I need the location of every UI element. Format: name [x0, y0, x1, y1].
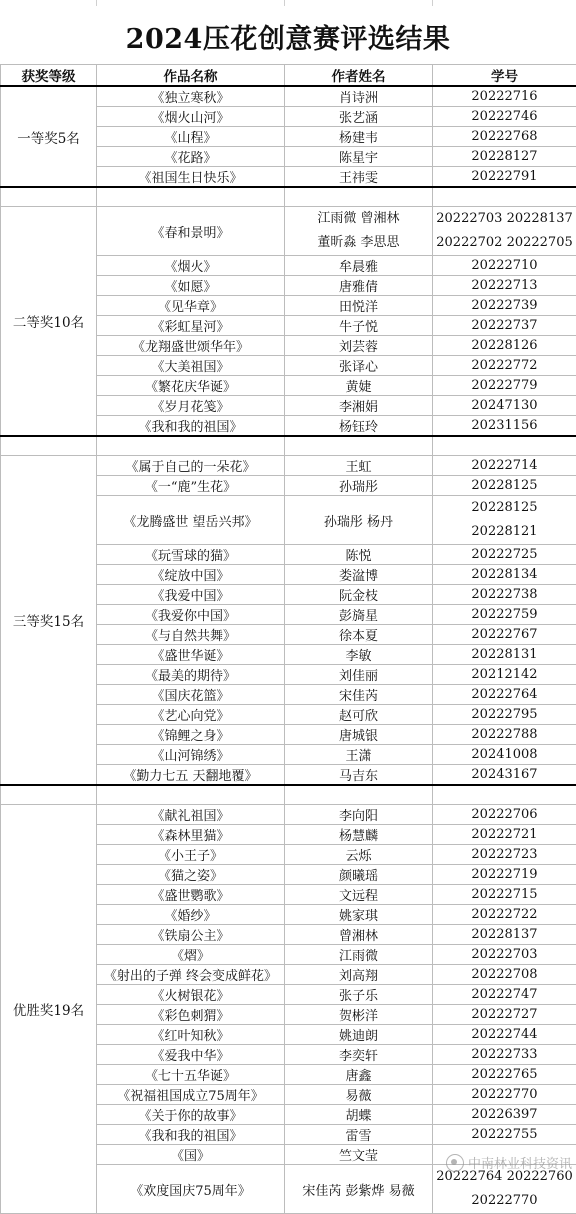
work-name-cell: 《盛世鹦歌》	[97, 885, 285, 905]
author-name-cell: 易薇	[285, 1085, 433, 1105]
work-name-cell: 《龙腾盛世 望岳兴邦》	[97, 496, 285, 545]
work-name-cell: 《爱我中华》	[97, 1045, 285, 1065]
author-name-cell: 赵可欣	[285, 705, 433, 725]
work-name-cell: 《一“鹿”生花》	[97, 476, 285, 496]
author-name-cell: 张译心	[285, 356, 433, 376]
watermark	[446, 1153, 572, 1172]
student-id-cell: 20212142	[433, 665, 576, 685]
student-id-cell: 20222772	[433, 356, 576, 376]
author-name-cell: 孙瑞彤	[285, 476, 433, 496]
author-name-cell: 贺彬洋	[285, 1005, 433, 1025]
student-id-cell: 20222764	[433, 685, 576, 705]
student-id-cell: 20222722	[433, 905, 576, 925]
author-name-cell: 马吉东	[285, 765, 433, 786]
work-name-cell: 《烟火山河》	[97, 107, 285, 127]
work-name-cell: 《彩色刺猬》	[97, 1005, 285, 1025]
author-name-cell: 刘芸蓉	[285, 336, 433, 356]
work-name-cell: 《献礼祖国》	[97, 805, 285, 825]
page-title: 2024压花创意赛评选结果	[0, 8, 576, 64]
work-name-cell: 《欢度国庆75周年》	[97, 1165, 285, 1214]
work-name-cell: 《独立寒秋》	[97, 86, 285, 107]
work-name-cell: 《最美的期待》	[97, 665, 285, 685]
student-id-cell: 20222719	[433, 865, 576, 885]
author-name-cell: 牛子悦	[285, 316, 433, 336]
author-name-cell: 王祎雯	[285, 167, 433, 188]
work-name-cell: 《花路》	[97, 147, 285, 167]
work-name-cell: 《七十五华诞》	[97, 1065, 285, 1085]
author-name-cell: 竺文莹	[285, 1145, 433, 1165]
student-id-line: 20222702 20222705	[433, 231, 576, 255]
table-body	[1, 86, 576, 1214]
student-id-cell: 20222791	[433, 167, 576, 188]
work-name-cell: 《祝福祖国成立75周年》	[97, 1085, 285, 1105]
student-id-cell: 20243167	[433, 765, 576, 786]
work-name-cell: 《火树银花》	[97, 985, 285, 1005]
author-name-cell: 曾湘林	[285, 925, 433, 945]
empty-cell	[97, 436, 285, 456]
group-spacer-row	[1, 436, 576, 456]
student-id-cell: 20222747	[433, 985, 576, 1005]
student-id-line: 20222703 20228137	[433, 207, 576, 231]
student-id-cell: 20222746	[433, 107, 576, 127]
award-level-cell: 二等奖10名	[1, 207, 97, 437]
work-name-cell: 《我和我的祖国》	[97, 1125, 285, 1145]
author-name-cell: 唐鑫	[285, 1065, 433, 1085]
work-name-cell: 《见华章》	[97, 296, 285, 316]
empty-cell	[285, 785, 433, 805]
author-name-cell: 陈悦	[285, 545, 433, 565]
work-name-cell: 《春和景明》	[97, 207, 285, 256]
header-award-level: 获奖等级	[1, 65, 97, 87]
student-id-cell: 20222710	[433, 256, 576, 276]
student-id-cell: 20222703	[433, 945, 576, 965]
author-name-cell: 徐本夏	[285, 625, 433, 645]
author-name-cell: 刘佳丽	[285, 665, 433, 685]
group-spacer-row	[1, 785, 576, 805]
work-name-cell: 《婚纱》	[97, 905, 285, 925]
student-id-cell: 20222739	[433, 296, 576, 316]
author-name-cell: 姚家琪	[285, 905, 433, 925]
work-name-cell: 《繁花庆华诞》	[97, 376, 285, 396]
author-name-cell: 杨慧麟	[285, 825, 433, 845]
empty-cell	[1, 785, 97, 805]
wechat-logo-icon	[446, 1154, 464, 1172]
student-id-cell: 20222727	[433, 1005, 576, 1025]
work-name-cell: 《国庆花篮》	[97, 685, 285, 705]
author-name-cell: 李湘娟	[285, 396, 433, 416]
work-name-cell: 《岁月花笺》	[97, 396, 285, 416]
student-id-cell: 20222723	[433, 845, 576, 865]
student-id-cell: 20222759	[433, 605, 576, 625]
work-name-cell: 《如愿》	[97, 276, 285, 296]
empty-cell	[433, 785, 576, 805]
student-id-cell: 20241008	[433, 745, 576, 765]
student-id-cell: 20222715	[433, 885, 576, 905]
empty-cell	[285, 187, 433, 207]
work-name-cell: 《我爱你中国》	[97, 605, 285, 625]
work-name-cell: 《山程》	[97, 127, 285, 147]
empty-cell	[433, 436, 576, 456]
author-name-cell: 宋佳芮	[285, 685, 433, 705]
student-id-cell: 20228126	[433, 336, 576, 356]
author-name-cell: 文远程	[285, 885, 433, 905]
work-name-cell: 《锦鲤之身》	[97, 725, 285, 745]
empty-cell	[97, 785, 285, 805]
author-name-cell: 李向阳	[285, 805, 433, 825]
spreadsheet-grid-top	[0, 0, 576, 6]
author-name-cell: 杨钰玲	[285, 416, 433, 437]
student-id-line: 20222770	[433, 1189, 576, 1213]
author-name-line: 江雨微 曾湘林	[285, 207, 432, 231]
work-name-cell: 《龙翔盛世颂华年》	[97, 336, 285, 356]
work-name-cell: 《红叶知秋》	[97, 1025, 285, 1045]
group-spacer-row	[1, 187, 576, 207]
work-name-cell: 《玩雪球的猫》	[97, 545, 285, 565]
table-row	[1, 805, 576, 825]
student-id-cell: 20228131	[433, 645, 576, 665]
author-name-cell: 江雨微	[285, 945, 433, 965]
author-name-cell: 雷雪	[285, 1125, 433, 1145]
student-id-cell: 20222713	[433, 276, 576, 296]
header-work-name: 作品名称	[97, 65, 285, 87]
author-name-cell: 牟晨雅	[285, 256, 433, 276]
student-id-cell: 20226397	[433, 1105, 576, 1125]
author-name-cell: 黄婕	[285, 376, 433, 396]
author-name-cell: 娄湓博	[285, 565, 433, 585]
student-id-cell: 20222768	[433, 127, 576, 147]
author-name-cell: 云烁	[285, 845, 433, 865]
work-name-cell: 《小王子》	[97, 845, 285, 865]
work-name-cell: 《与自然共舞》	[97, 625, 285, 645]
author-name-cell: 唐雅倩	[285, 276, 433, 296]
author-name-cell: 李奕轩	[285, 1045, 433, 1065]
student-id-cell: 20222738	[433, 585, 576, 605]
results-table	[0, 64, 576, 1214]
work-name-cell: 《森林里猫》	[97, 825, 285, 845]
student-id-cell	[433, 207, 576, 256]
student-id-cell: 20222795	[433, 705, 576, 725]
table-row	[1, 86, 576, 107]
author-name-cell: 唐城银	[285, 725, 433, 745]
work-name-cell: 《勤力七五 天翻地覆》	[97, 765, 285, 786]
empty-cell	[433, 187, 576, 207]
empty-cell	[97, 187, 285, 207]
student-id-cell: 20228127	[433, 147, 576, 167]
author-name-cell: 彭旖星	[285, 605, 433, 625]
student-id-cell: 20228137	[433, 925, 576, 945]
student-id-line: 20228125	[433, 496, 576, 520]
grid-line	[284, 0, 285, 6]
author-name-cell: 刘高翔	[285, 965, 433, 985]
work-name-cell: 《艺心向党》	[97, 705, 285, 725]
award-level-cell: 三等奖15名	[1, 456, 97, 786]
watermark-text: 中南林业科技资讯	[468, 1153, 572, 1172]
student-id-cell: 20222755	[433, 1125, 576, 1145]
author-name-cell: 宋佳芮 彭紫烨 易薇	[285, 1165, 433, 1214]
author-name-cell: 颜曦瑶	[285, 865, 433, 885]
author-name-cell: 阮金枝	[285, 585, 433, 605]
work-name-cell: 《山河锦绣》	[97, 745, 285, 765]
work-name-cell: 《烟火》	[97, 256, 285, 276]
student-id-line: 20222764 20222760	[433, 1165, 576, 1189]
author-name-line: 董昕淼 李思思	[285, 231, 432, 255]
grid-line	[432, 0, 433, 6]
author-name-cell: 陈星宇	[285, 147, 433, 167]
author-name-cell: 张艺涵	[285, 107, 433, 127]
student-id-cell: 20222788	[433, 725, 576, 745]
header-student-id: 学号	[433, 65, 576, 87]
work-name-cell: 《大美祖国》	[97, 356, 285, 376]
table-row	[1, 207, 576, 256]
author-name-cell: 田悦洋	[285, 296, 433, 316]
empty-cell	[1, 187, 97, 207]
header-author-name: 作者姓名	[285, 65, 433, 87]
student-id-cell: 20228125	[433, 476, 576, 496]
student-id-cell: 20222716	[433, 86, 576, 107]
work-name-cell: 《祖国生日快乐》	[97, 167, 285, 188]
work-name-cell: 《熠》	[97, 945, 285, 965]
student-id-cell: 20222708	[433, 965, 576, 985]
student-id-line: 20228121	[433, 520, 576, 544]
work-name-cell: 《我和我的祖国》	[97, 416, 285, 437]
table-header-row	[1, 65, 576, 87]
work-name-cell: 《射出的子弹 终会变成鲜花》	[97, 965, 285, 985]
student-id-cell: 20222725	[433, 545, 576, 565]
student-id-cell: 20222744	[433, 1025, 576, 1045]
student-id-cell: 20222721	[433, 825, 576, 845]
author-name-cell: 李敏	[285, 645, 433, 665]
student-id-cell: 20222714	[433, 456, 576, 476]
student-id-cell: 20247130	[433, 396, 576, 416]
author-name-cell: 孙瑞彤 杨丹	[285, 496, 433, 545]
author-name-cell: 姚迪朗	[285, 1025, 433, 1045]
table-row	[1, 456, 576, 476]
work-name-cell: 《属于自己的一朵花》	[97, 456, 285, 476]
author-name-cell: 杨建韦	[285, 127, 433, 147]
work-name-cell: 《绽放中国》	[97, 565, 285, 585]
award-level-cell: 一等奖5名	[1, 86, 97, 187]
student-id-cell: 20222765	[433, 1065, 576, 1085]
author-name-cell: 胡蝶	[285, 1105, 433, 1125]
student-id-cell: 20222737	[433, 316, 576, 336]
student-id-cell: 20222779	[433, 376, 576, 396]
work-name-cell: 《彩虹星河》	[97, 316, 285, 336]
empty-cell	[285, 436, 433, 456]
student-id-cell	[433, 496, 576, 545]
student-id-cell: 20228134	[433, 565, 576, 585]
author-name-cell: 王虹	[285, 456, 433, 476]
award-level-cell: 优胜奖19名	[1, 805, 97, 1214]
work-name-cell: 《我爱中国》	[97, 585, 285, 605]
empty-cell	[1, 436, 97, 456]
student-id-cell: 20222706	[433, 805, 576, 825]
author-name-cell	[285, 207, 433, 256]
work-name-cell: 《铁扇公主》	[97, 925, 285, 945]
student-id-cell: 20222767	[433, 625, 576, 645]
author-name-cell: 肖诗洲	[285, 86, 433, 107]
work-name-cell: 《猫之姿》	[97, 865, 285, 885]
author-name-cell: 王潇	[285, 745, 433, 765]
work-name-cell: 《国》	[97, 1145, 285, 1165]
student-id-cell: 20222770	[433, 1085, 576, 1105]
work-name-cell: 《关于你的故事》	[97, 1105, 285, 1125]
work-name-cell: 《盛世华诞》	[97, 645, 285, 665]
student-id-cell: 20231156	[433, 416, 576, 437]
author-name-cell: 张子乐	[285, 985, 433, 1005]
grid-line	[96, 0, 97, 6]
student-id-cell: 20222733	[433, 1045, 576, 1065]
